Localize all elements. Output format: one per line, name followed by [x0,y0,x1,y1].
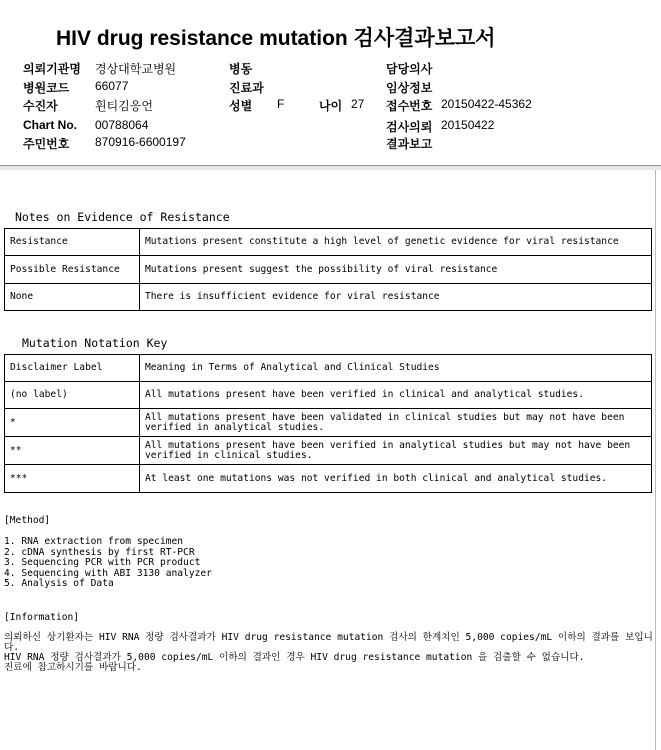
table-row [5,229,652,256]
notes-desc: Mutations present suggest the possibility of viral resistance [140,256,652,284]
information-line: 의뢰하신 상기환자는 HIV RNA 정량 검사결과가 HIV drug resistance mutation 검사의 한계치인 5,000 copies/mL 이하의 결과를 보입니다. [4,632,653,653]
notes-desc: Mutations present constitute a high level of genetic evidence for viral resistance [140,229,652,256]
clinical-info-label: 임상정보 [386,81,433,95]
sex-label: 성별 [229,99,253,113]
report-title: HIV drug resistance mutation 검사결과보고서 [56,27,496,50]
hospital-code-label: 병원코드 [23,81,70,95]
table-row [5,256,652,284]
age-label: 나이 [319,99,343,113]
request-date-value: 20150422 [441,118,495,132]
institution-label: 의뢰기관명 [23,62,81,76]
information-line: 진료에 참고하시기를 바랍니다. [4,662,142,673]
list-item: 2. cDNA synthesis by first RT-PCR [4,546,195,558]
list-item: 4. Sequencing with ABI 3130 analyzer [4,567,212,579]
patient-value: 휜티김응언 [95,99,153,113]
mutation-label: (no label) [5,382,140,409]
notes-label: Possible Resistance [5,256,140,284]
mutation-label: *** [5,465,140,493]
table-row [5,465,652,493]
mutation-desc: All mutations present have been verified in analytical studies but may not have been verified in clinical studies. [140,437,652,465]
mutation-label: * [5,409,140,437]
information-text [4,633,654,673]
notes-desc: There is insufficient evidence for viral resistance [140,284,652,311]
method-list [4,537,212,590]
table-row [5,284,652,311]
sex-value: F [277,97,285,111]
chart-no-label: Chart No. [23,118,77,132]
mutation-header-desc: Meaning in Terms of Analytical and Clinical Studies [140,355,652,382]
notes-label: Resistance [5,229,140,256]
patient-label: 수진자 [23,99,58,113]
age-value: 27 [351,97,365,111]
header-separator [0,166,661,170]
report-date-label: 결과보고 [386,137,433,151]
doctor-label: 담당의사 [386,62,433,76]
mutation-desc: At least one mutations was not verified in both clinical and analytical studies. [140,465,652,493]
department-label: 진료과 [229,81,264,95]
request-date-label: 검사의뢰 [386,120,433,134]
resident-no-value: 870916-6600197 [95,135,186,149]
notes-label: None [5,284,140,311]
mutation-header-label: Disclaimer Label [5,355,140,382]
table-row [5,409,652,437]
mutation-label: ** [5,437,140,465]
receipt-no-label: 접수번호 [386,99,433,113]
hospital-code-value: 66077 [95,79,129,93]
receipt-no-value: 20150422-45362 [441,97,532,111]
notes-section-title: Notes on Evidence of Resistance [15,210,230,224]
resident-no-label: 주민번호 [23,137,70,151]
list-item: 3. Sequencing PCR with PCR product [4,557,201,568]
mutation-section-title: Mutation Notation Key [22,336,168,350]
information-line: HIV RNA 정량 검사결과가 5,000 copies/mL 이하의 결과인 경우 HIV drug resistance mutation 을 검출할 수 없습니다. [4,652,585,663]
mutation-desc: All mutations present have been verified in clinical and analytical studies. [140,382,652,409]
page-right-border [655,170,656,750]
information-title: [Information] [4,612,80,623]
list-item: 1. RNA extraction from specimen [4,536,184,547]
mutation-table [4,354,652,493]
table-row [5,437,652,465]
method-title: [Method] [4,515,51,526]
report-header [0,0,661,166]
institution-value: 경상대학교병원 [95,62,177,76]
table-row [5,382,652,409]
chart-no-value: 00788064 [95,118,149,132]
notes-table [4,228,652,311]
mutation-desc: All mutations present have been validated in clinical studies but may not have been verified in analytical studies. [140,409,652,437]
list-item: 5. Analysis of Data [4,578,114,589]
ward-label: 병동 [229,62,253,76]
table-header-row [5,355,652,382]
